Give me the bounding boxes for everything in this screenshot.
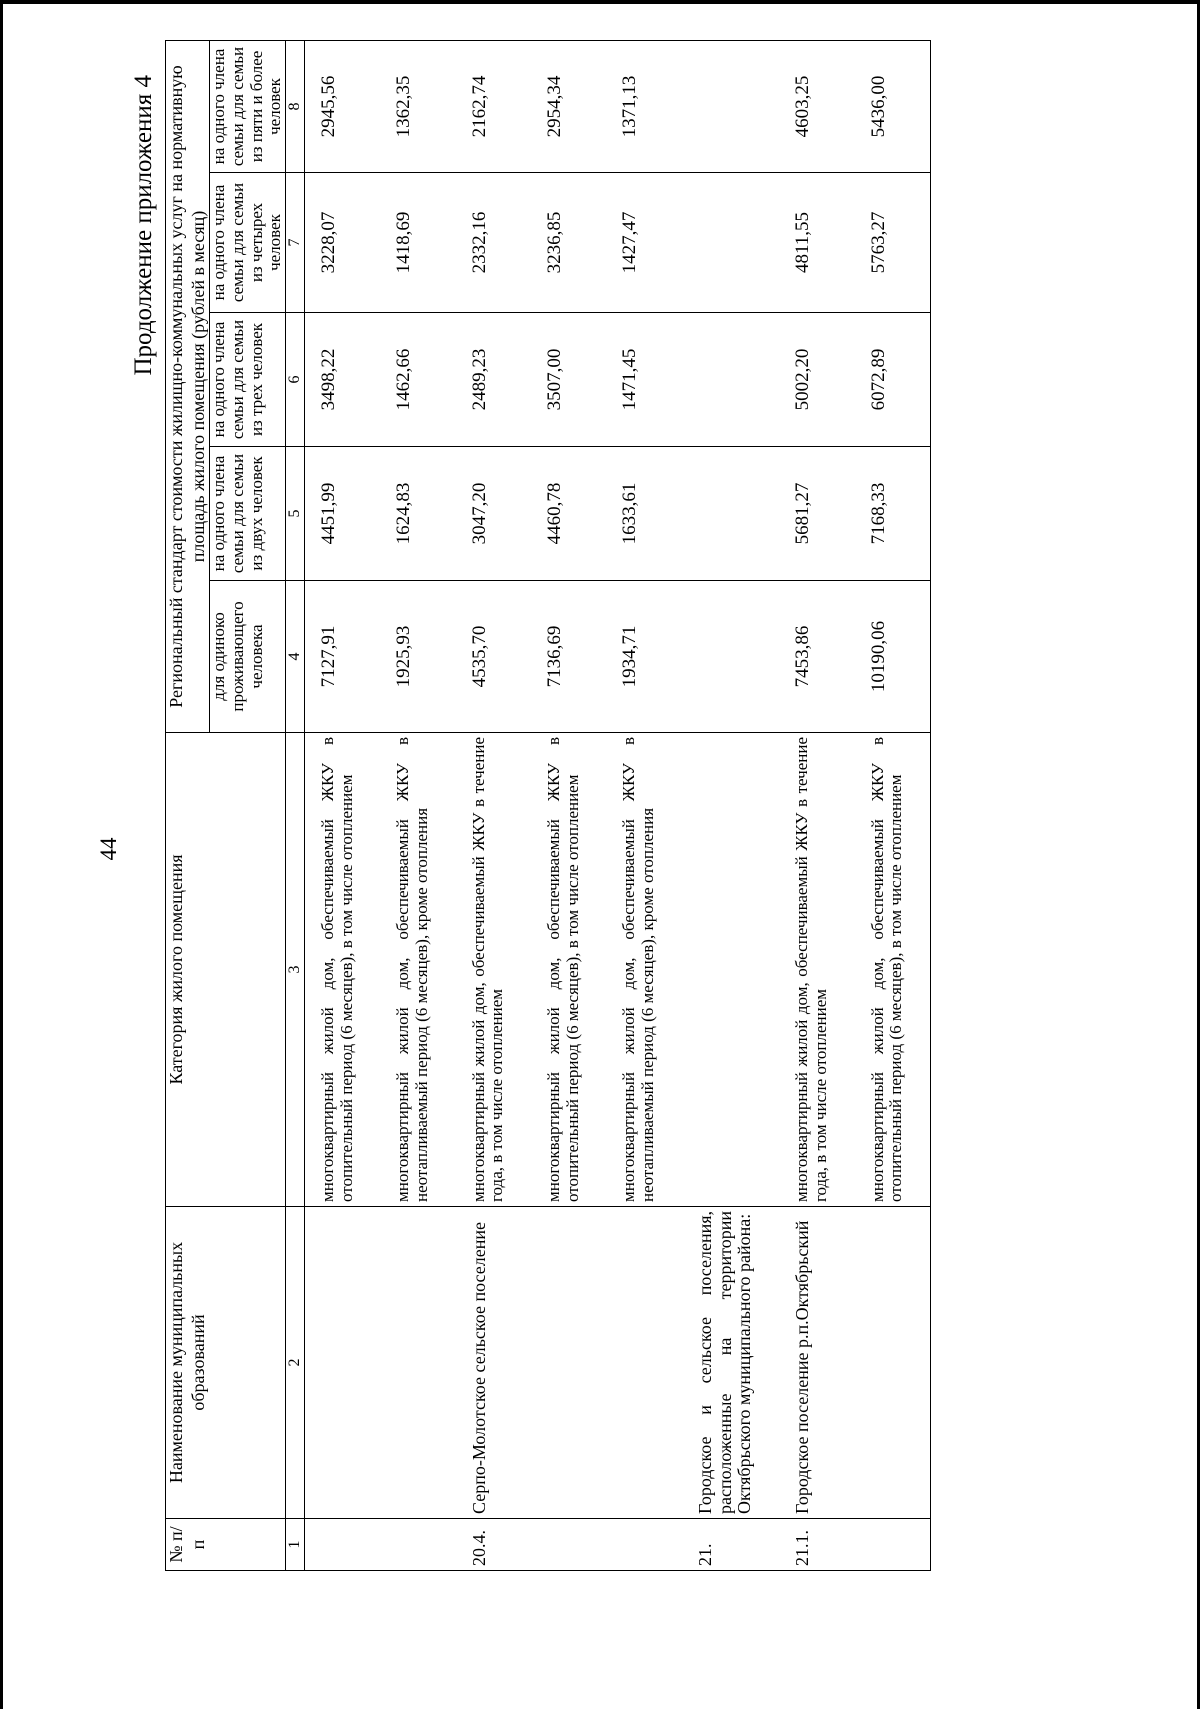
municipality-name: Городское и сельское поселения, расположенные на территории Октябрьского муниципального района: (682, 1207, 779, 1519)
value-col6: 2489,23 (456, 313, 531, 447)
municipality-name (855, 1207, 931, 1519)
value-col5: 1624,83 (380, 447, 455, 581)
value-col7: 3236,85 (531, 173, 606, 313)
header-category: Категория жилого помещения (166, 733, 286, 1207)
value-col5: 7168,33 (855, 447, 931, 581)
value-col7: 2332,16 (456, 173, 531, 313)
value-col5: 5681,27 (779, 447, 854, 581)
value-col7: 3228,07 (304, 173, 380, 313)
housing-category: многоквартирный жилой дом, обеспечиваемый ЖКУ в отопительный период (6 месяцев), в том числе отоплением (304, 733, 380, 1207)
municipality-name: Городское поселение р.п.Октябрьский (779, 1207, 854, 1519)
header-col7: на одного члена семьи для семьи из четырех человек (210, 173, 286, 313)
value-col6: 6072,89 (855, 313, 931, 447)
value-col7: 1418,69 (380, 173, 455, 313)
row-number (855, 1519, 931, 1571)
continuation-title: Продолжение приложения 4 (130, 75, 157, 376)
municipality-name (304, 1207, 380, 1519)
column-number: 5 (285, 447, 304, 581)
value-col4 (682, 581, 779, 733)
value-col7: 1427,47 (606, 173, 681, 313)
value-col6: 1462,66 (380, 313, 455, 447)
value-col8: 1371,13 (606, 40, 681, 172)
value-col4: 10190,06 (855, 581, 931, 733)
value-col8: 2945,56 (304, 40, 380, 172)
header-standard: Региональный стандарт стоимости жилищно-коммунальных услуг на нормативную площадь жилого помещения (рублей в месяц) (166, 40, 210, 732)
table-row (779, 40, 854, 1570)
column-number: 4 (285, 581, 304, 733)
row-number: 21.1. (779, 1519, 854, 1571)
header-col4: для одиноко проживающего человека (210, 581, 286, 733)
value-col8: 4603,25 (779, 40, 854, 172)
column-number: 3 (285, 733, 304, 1207)
value-col4: 1934,71 (606, 581, 681, 733)
value-col7: 4811,55 (779, 173, 854, 313)
header-col8: на одного члена семьи для семьи из пяти и более человек (210, 40, 286, 172)
page-number: 44 (96, 837, 121, 861)
standards-table (165, 40, 931, 1571)
value-col4: 4535,70 (456, 581, 531, 733)
value-col6 (682, 313, 779, 447)
value-col8: 2954,34 (531, 40, 606, 172)
table-row (380, 40, 455, 1570)
value-col4: 7136,69 (531, 581, 606, 733)
value-col6: 3498,22 (304, 313, 380, 447)
column-number: 1 (285, 1519, 304, 1571)
value-col4: 7127,91 (304, 581, 380, 733)
municipality-name (380, 1207, 455, 1519)
value-col8 (682, 40, 779, 172)
value-col8: 2162,74 (456, 40, 531, 172)
table-row (682, 40, 779, 1570)
table-row (456, 40, 531, 1570)
value-col4: 1925,93 (380, 581, 455, 733)
table-row (304, 40, 380, 1570)
value-col5: 4460,78 (531, 447, 606, 581)
table-row (606, 40, 681, 1570)
row-number: 21. (682, 1519, 779, 1571)
housing-category: многоквартирный жилой дом, обеспечиваемый ЖКУ в отопительный период (6 месяцев), в том числе отоплением (531, 733, 606, 1207)
table-row (855, 40, 931, 1570)
housing-category: многоквартирный жилой дом, обеспечиваемый ЖКУ в неотапливаемый период (6 месяцев), кроме отопления (606, 733, 681, 1207)
housing-category: многоквартирный жилой дом, обеспечиваемый ЖКУ в отопительный период (6 месяцев), в том числе отоплением (855, 733, 931, 1207)
value-col8: 5436,00 (855, 40, 931, 172)
column-number: 8 (285, 40, 304, 172)
housing-category: многоквартирный жилой дом, обеспечиваемый ЖКУ в течение года, в том числе отоплением (779, 733, 854, 1207)
row-number (606, 1519, 681, 1571)
row-number (531, 1519, 606, 1571)
column-number: 6 (285, 313, 304, 447)
header-col6: на одного члена семьи для семьи из трех человек (210, 313, 286, 447)
value-col4: 7453,86 (779, 581, 854, 733)
column-number: 2 (285, 1207, 304, 1519)
value-col7: 5763,27 (855, 173, 931, 313)
header-name: Наименование муниципальных образований (166, 1207, 286, 1519)
municipality-name (531, 1207, 606, 1519)
column-number: 7 (285, 173, 304, 313)
value-col5: 3047,20 (456, 447, 531, 581)
value-col6: 1471,45 (606, 313, 681, 447)
municipality-name (606, 1207, 681, 1519)
value-col6: 5002,20 (779, 313, 854, 447)
value-col5: 4451,99 (304, 447, 380, 581)
row-number: 20.4. (456, 1519, 531, 1571)
value-col7 (682, 173, 779, 313)
table-row (531, 40, 606, 1570)
housing-category: многоквартирный жилой дом, обеспечиваемый ЖКУ в неотапливаемый период (6 месяцев), кроме отопления (380, 733, 455, 1207)
header-no: № п/п (166, 1519, 286, 1571)
value-col5 (682, 447, 779, 581)
municipality-name: Серпо-Молотское сельское поселение (456, 1207, 531, 1519)
value-col6: 3507,00 (531, 313, 606, 447)
header-col5: на одного члена семьи для семьи из двух человек (210, 447, 286, 581)
row-number (380, 1519, 455, 1571)
value-col8: 1362,35 (380, 40, 455, 172)
housing-category (682, 733, 779, 1207)
value-col5: 1633,61 (606, 447, 681, 581)
housing-category: многоквартирный жилой дом, обеспечиваемый ЖКУ в течение года, в том числе отоплением (456, 733, 531, 1207)
row-number (304, 1519, 380, 1571)
